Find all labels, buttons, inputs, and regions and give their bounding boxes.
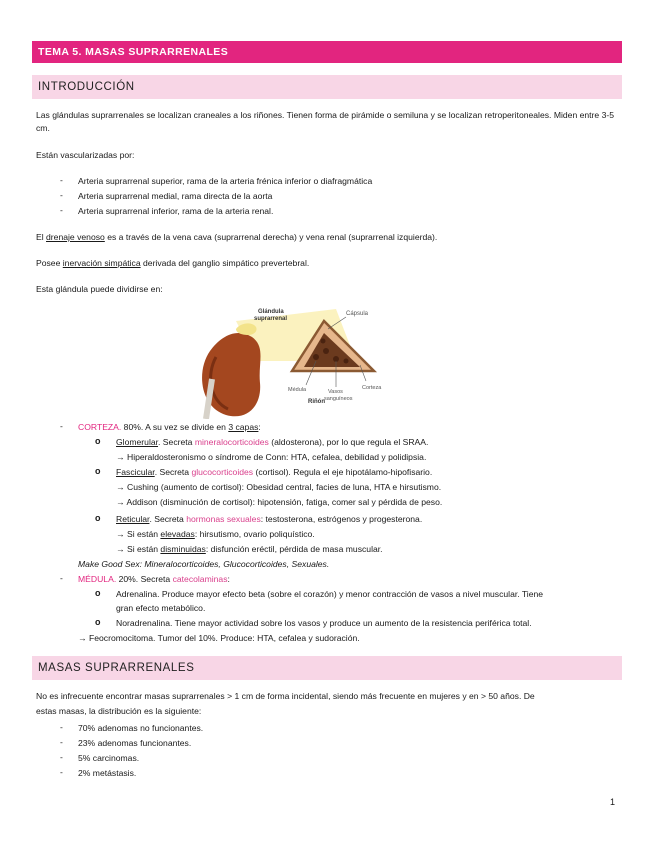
venous-drainage-line	[36, 231, 437, 244]
feocromocitoma-line: → Feocromocitoma. Tumor del 10%. Produce: HTA, cefalea y sudoración.	[78, 633, 360, 643]
label-vasos-2: sanguíneos	[324, 396, 353, 402]
artery-item: Arteria suprarrenal inferior, rama de la arteria renal.	[78, 206, 274, 216]
underlined-term: Glomerular	[116, 437, 159, 447]
section-heading-introduccion: INTRODUCCIÓN	[32, 75, 622, 99]
text-run: El	[36, 232, 47, 242]
label-vasos: Vasos	[328, 389, 343, 395]
list-dash: -	[60, 722, 63, 732]
innervation-line	[36, 257, 309, 270]
text-run: : hirsutismo, ovario poliquístico.	[194, 529, 315, 539]
underlined-term: 3 capas	[228, 422, 259, 432]
text-run: . Secreta	[154, 467, 192, 477]
text-run: 80%. A su vez se divide en	[121, 422, 229, 432]
section-heading-masas: MASAS SUPRARRENALES	[32, 656, 622, 680]
adrenal-gland-illustration	[196, 301, 401, 419]
bullet-icon: o	[95, 436, 101, 446]
list-dash: -	[60, 752, 63, 762]
highlight-term: mineralocorticoides	[194, 437, 269, 447]
adrenalina-line: Adrenalina. Produce mayor efecto beta (sobre el corazón) y menor contracción de vasos a nivel muscular. Tiene	[116, 589, 544, 599]
page-number: 1	[610, 797, 616, 807]
label-medula: Médula	[288, 387, 307, 393]
distribution-item: 23% adenomas funcionantes.	[78, 738, 192, 748]
text-run: → Si están	[116, 544, 161, 554]
text-run: :	[258, 422, 261, 432]
corteza-title: CORTEZA.	[78, 422, 122, 432]
noradrenalina-line: Noradrenalina. Tiene mayor actividad sobre los vasos y produce un aumento de la resistencia periférica total.	[116, 618, 532, 628]
text-run: :	[227, 574, 230, 584]
list-dash: -	[60, 737, 63, 747]
bullet-icon: o	[95, 466, 101, 476]
underlined-term: drenaje venoso	[46, 232, 105, 242]
text-run: derivada del ganglio simpático prevertebral.	[140, 258, 310, 268]
underlined-term: elevadas	[160, 529, 195, 539]
list-dash: -	[60, 767, 63, 777]
text-run: . Secreta	[158, 437, 195, 447]
text-run: → Si están	[116, 529, 161, 539]
list-dash: -	[60, 573, 63, 583]
label-gland-2: suprarrenal	[254, 316, 288, 322]
reticular-item	[116, 513, 422, 526]
text-run: es a través de la vena cava (suprarrenal derecha) y vena renal (suprarrenal izquierda).	[104, 232, 438, 242]
division-line: Esta glándula puede dividirse en:	[36, 284, 163, 294]
underlined-term: Reticular	[116, 514, 150, 524]
text-run: (cortisol). Regula el eje hipotálamo-hipofisario.	[253, 467, 433, 477]
masas-paragraph-2: estas masas, la distribución es la siguiente:	[36, 706, 202, 716]
distribution-item: 70% adenomas no funcionantes.	[78, 723, 204, 733]
text-run: (aldosterona), por lo que regula el SRAA.	[268, 437, 429, 447]
medula-item	[78, 573, 230, 586]
glomerular-subitem: → Hiperaldosteronismo o síndrome de Conn: HTA, cefalea, debilidad y polidipsia.	[116, 452, 427, 462]
adrenalina-line-2: gran efecto metabólico.	[116, 603, 206, 613]
distribution-item: 2% metástasis.	[78, 768, 137, 778]
intro-paragraph: Las glándulas suprarrenales se localizan craneales a los riñones. Tienen forma de pirámide o semiluna y se localizan retroperitoneales. Miden entre 3-5 cm.	[36, 110, 615, 133]
list-dash: -	[60, 190, 63, 200]
list-dash: -	[60, 205, 63, 215]
underlined-term: inervación simpática	[62, 258, 141, 268]
highlight-term: catecolaminas	[172, 574, 228, 584]
mnemonic: Make Good Sex: Mineralocorticoides, Glucocorticoides, Sexuales.	[78, 559, 330, 569]
glomerular-item	[116, 436, 428, 449]
corteza-item	[78, 421, 261, 434]
document-title: TEMA 5. MASAS SUPRARRENALES	[32, 41, 622, 63]
underlined-term: Fascicular	[116, 467, 155, 477]
label-gland: Glándula	[258, 309, 284, 315]
highlight-term: glucocorticoides	[191, 467, 254, 477]
fascicular-item	[116, 466, 432, 479]
text-run: . Secreta	[149, 514, 187, 524]
text-run: Posee	[36, 258, 63, 268]
fascicular-subitem: → Cushing (aumento de cortisol): Obesidad central, facies de luna, HTA e hirsutismo.	[116, 482, 442, 492]
artery-item: Arteria suprarrenal medial, rama directa de la aorta	[78, 191, 273, 201]
medula-title: MÉDULA.	[78, 574, 117, 584]
list-dash: -	[60, 175, 63, 185]
reticular-subitem	[116, 528, 315, 541]
reticular-subitem	[116, 543, 383, 556]
underlined-term: disminuidas	[160, 544, 206, 554]
artery-item: Arteria suprarrenal superior, rama de la arteria frénica inferior o diafragmática	[78, 176, 373, 186]
vascular-intro: Están vascularizadas por:	[36, 150, 135, 160]
label-corteza: Corteza	[362, 385, 382, 391]
text-run: : testosterona, estrógenos y progesterona.	[260, 514, 423, 524]
list-dash: -	[60, 421, 63, 431]
fascicular-subitem: → Addison (disminución de cortisol): hipotensión, fatiga, comer sal y pérdida de peso.	[116, 497, 443, 507]
masas-paragraph: No es infrecuente encontrar masas suprarrenales > 1 cm de forma incidental, siendo más frecuente en mujeres y en > 50 años. De	[36, 691, 535, 701]
highlight-term: hormonas sexuales	[186, 514, 261, 524]
label-rinon: Riñón	[308, 399, 325, 405]
bullet-icon: o	[95, 588, 101, 598]
distribution-item: 5% carcinomas.	[78, 753, 140, 763]
label-capsule: Cápsula	[346, 311, 369, 317]
text-run: 20%. Secreta	[116, 574, 173, 584]
text-run: : disfunción eréctil, pérdida de masa muscular.	[205, 544, 383, 554]
bullet-icon: o	[95, 617, 101, 627]
bullet-icon: o	[95, 513, 101, 523]
